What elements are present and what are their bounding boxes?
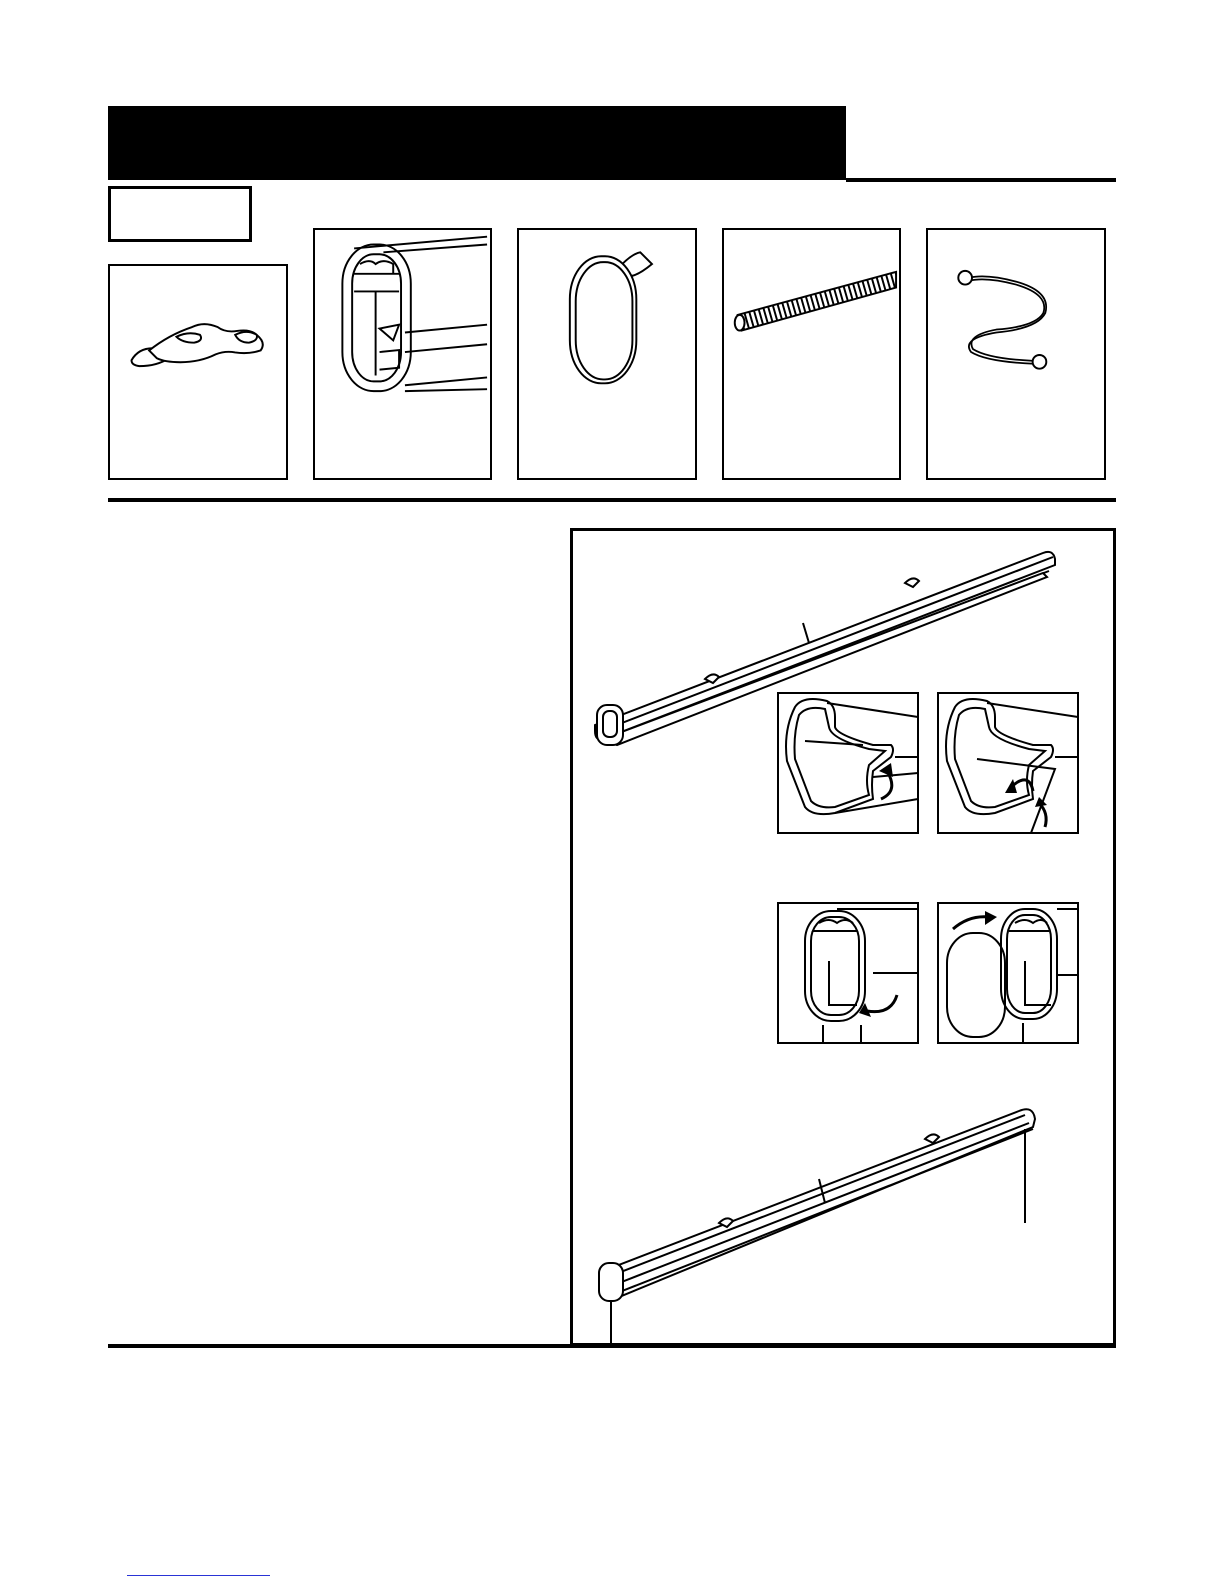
section-label-box bbox=[108, 186, 252, 242]
part-bracket-clip bbox=[108, 264, 288, 480]
bracket-clip-icon bbox=[110, 266, 286, 478]
section-divider-1 bbox=[108, 498, 1116, 502]
insert-fabric-step-2 bbox=[938, 693, 1078, 833]
part-threaded-rod bbox=[722, 228, 901, 480]
finished-headrail bbox=[599, 1109, 1035, 1343]
end-cap-icon bbox=[519, 230, 695, 478]
headrail-profile-icon bbox=[315, 230, 490, 478]
part-end-cap bbox=[517, 228, 697, 480]
section-title bbox=[108, 126, 128, 159]
insert-fabric-step-1 bbox=[778, 693, 918, 833]
assembly-figure-panel bbox=[570, 528, 1116, 1346]
header-rule bbox=[846, 178, 1116, 182]
part-cord bbox=[926, 228, 1106, 480]
threaded-rod-icon bbox=[724, 230, 899, 478]
cord-icon bbox=[928, 230, 1104, 478]
attach-end-cap-step bbox=[938, 903, 1078, 1043]
section-title-bar bbox=[108, 106, 846, 180]
section-divider-2 bbox=[108, 1344, 1116, 1348]
part-headrail-profile bbox=[313, 228, 492, 480]
assembly-illustrations bbox=[573, 531, 1113, 1343]
roll-fabric-step bbox=[778, 903, 918, 1043]
footer-link-underline[interactable] bbox=[127, 1575, 270, 1576]
